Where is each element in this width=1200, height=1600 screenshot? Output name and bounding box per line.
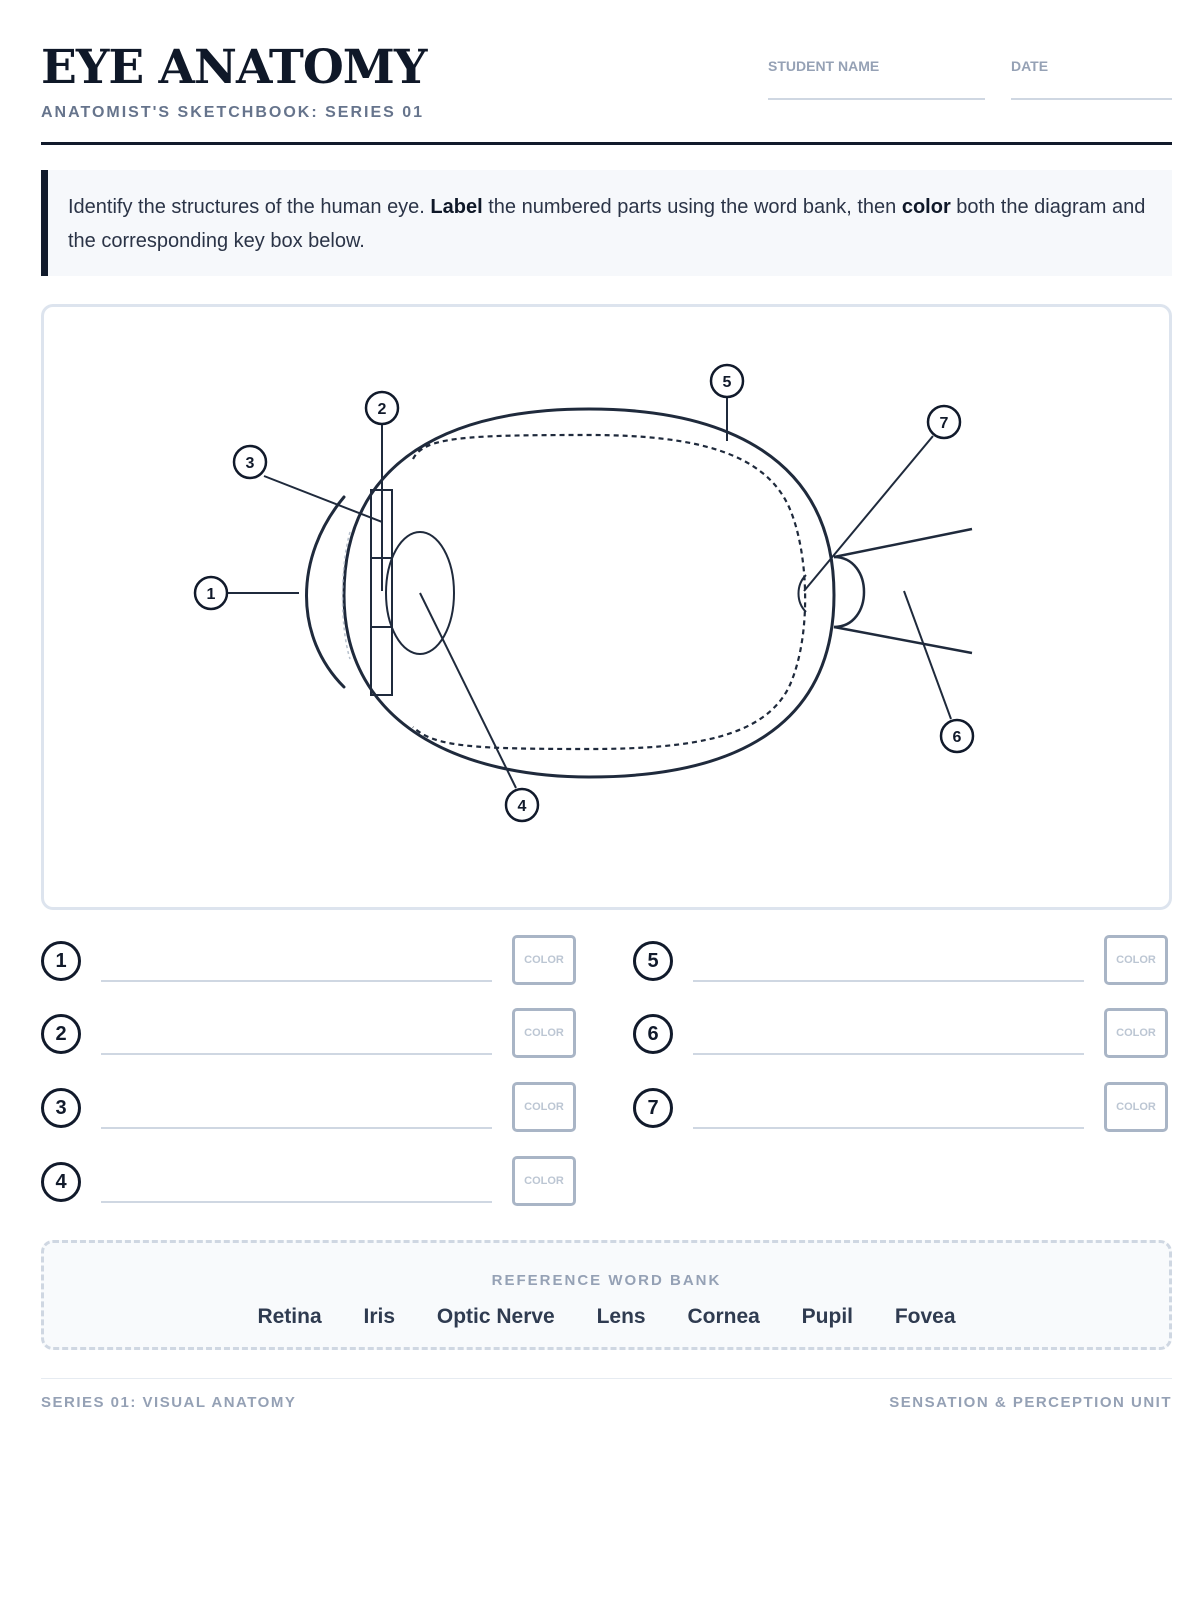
callout-4 bbox=[506, 789, 538, 821]
instructions-text-1: Identify the structures of the human eye. bbox=[68, 196, 431, 218]
word-bank-title: REFERENCE WORD BANK bbox=[491, 1272, 722, 1289]
callout-3-label: 3 bbox=[245, 455, 255, 472]
student-name-line[interactable] bbox=[768, 98, 985, 100]
worksheet-page bbox=[41, 0, 1172, 1411]
instructions-text-2: the numbered parts using the word bank, then bbox=[482, 196, 902, 218]
answer-row bbox=[41, 1156, 581, 1212]
callout-1-label: 1 bbox=[206, 586, 216, 603]
footer-series: SERIES 01: VISUAL ANATOMY bbox=[41, 1394, 297, 1411]
callout-7-label: 7 bbox=[939, 415, 949, 432]
word-bank-item: Retina bbox=[257, 1305, 322, 1328]
footer-unit: SENSATION & PERCEPTION UNIT bbox=[889, 1394, 1172, 1411]
callout-6-label: 6 bbox=[952, 729, 962, 746]
word-bank-item: Lens bbox=[596, 1305, 646, 1328]
eye-diagram bbox=[44, 307, 1169, 907]
answer-line[interactable] bbox=[101, 1053, 492, 1055]
callout-1 bbox=[195, 577, 227, 609]
answer-line[interactable] bbox=[101, 1201, 492, 1203]
answer-number: 3 bbox=[41, 1088, 81, 1128]
instructions-bold-color: color bbox=[901, 196, 951, 218]
word-bank-item: Fovea bbox=[894, 1305, 956, 1328]
retina-outline bbox=[413, 435, 805, 749]
answer-row bbox=[41, 1082, 581, 1138]
instructions-bold-label: Label bbox=[430, 196, 483, 218]
sclera-outline bbox=[344, 409, 834, 777]
answer-number: 4 bbox=[41, 1162, 81, 1202]
answer-number: 6 bbox=[633, 1014, 673, 1054]
header bbox=[41, 0, 1172, 145]
color-box[interactable]: COLOR bbox=[1104, 935, 1168, 985]
cornea-outline bbox=[307, 497, 345, 687]
callout-2 bbox=[366, 392, 398, 424]
color-box[interactable]: COLOR bbox=[512, 935, 576, 985]
word-bank bbox=[41, 1240, 1172, 1350]
page-title: EYE ANATOMY bbox=[41, 40, 427, 95]
word-bank-item: Optic Nerve bbox=[436, 1305, 555, 1328]
leader-line-6 bbox=[904, 591, 951, 719]
color-box[interactable]: COLOR bbox=[512, 1082, 576, 1132]
color-box[interactable]: COLOR bbox=[1104, 1008, 1168, 1058]
answer-row bbox=[41, 935, 581, 991]
color-box[interactable]: COLOR bbox=[512, 1156, 576, 1206]
answer-row bbox=[41, 1008, 581, 1064]
callout-5-label: 5 bbox=[722, 374, 732, 391]
word-bank-item: Pupil bbox=[801, 1305, 853, 1328]
color-box[interactable]: COLOR bbox=[1104, 1082, 1168, 1132]
page-subtitle: ANATOMIST'S SKETCHBOOK: SERIES 01 bbox=[41, 104, 425, 121]
answer-number: 7 bbox=[633, 1088, 673, 1128]
answer-row bbox=[633, 1082, 1173, 1138]
instructions-text-3: both the diagram and the corresponding key box below. bbox=[68, 196, 1146, 252]
word-bank-item: Cornea bbox=[687, 1305, 760, 1328]
answer-line[interactable] bbox=[101, 980, 492, 982]
answer-key bbox=[41, 935, 1172, 1225]
answer-line[interactable] bbox=[693, 980, 1084, 982]
callout-4-label: 4 bbox=[517, 798, 527, 815]
answer-number: 2 bbox=[41, 1014, 81, 1054]
answer-number: 5 bbox=[633, 941, 673, 981]
answer-line[interactable] bbox=[693, 1127, 1084, 1129]
callout-6 bbox=[941, 720, 973, 752]
answer-row bbox=[633, 1008, 1173, 1064]
date-label: DATE bbox=[1011, 58, 1049, 74]
diagram-frame bbox=[41, 304, 1172, 910]
optic-nerve-bottom bbox=[834, 627, 972, 653]
date-line[interactable] bbox=[1011, 98, 1172, 100]
callout-7 bbox=[928, 406, 960, 438]
leader-line-3 bbox=[264, 476, 382, 522]
footer-divider bbox=[41, 1378, 1172, 1379]
answer-number: 1 bbox=[41, 941, 81, 981]
answer-row bbox=[633, 935, 1173, 991]
student-name-label: STUDENT NAME bbox=[768, 58, 880, 74]
optic-disc bbox=[834, 557, 864, 627]
callout-3 bbox=[234, 446, 266, 478]
iris-lower bbox=[371, 627, 392, 695]
student-name-field[interactable] bbox=[768, 58, 985, 100]
answer-line[interactable] bbox=[101, 1127, 492, 1129]
word-bank-item: Iris bbox=[363, 1305, 396, 1328]
answer-line[interactable] bbox=[693, 1053, 1084, 1055]
optic-nerve-top bbox=[834, 529, 972, 557]
color-box[interactable]: COLOR bbox=[512, 1008, 576, 1058]
word-bank-list bbox=[44, 1305, 1169, 1329]
instructions bbox=[41, 170, 1172, 276]
callout-2-label: 2 bbox=[377, 401, 387, 418]
callout-5 bbox=[711, 365, 743, 397]
leader-line-7 bbox=[804, 436, 933, 591]
date-field[interactable] bbox=[1011, 58, 1172, 100]
